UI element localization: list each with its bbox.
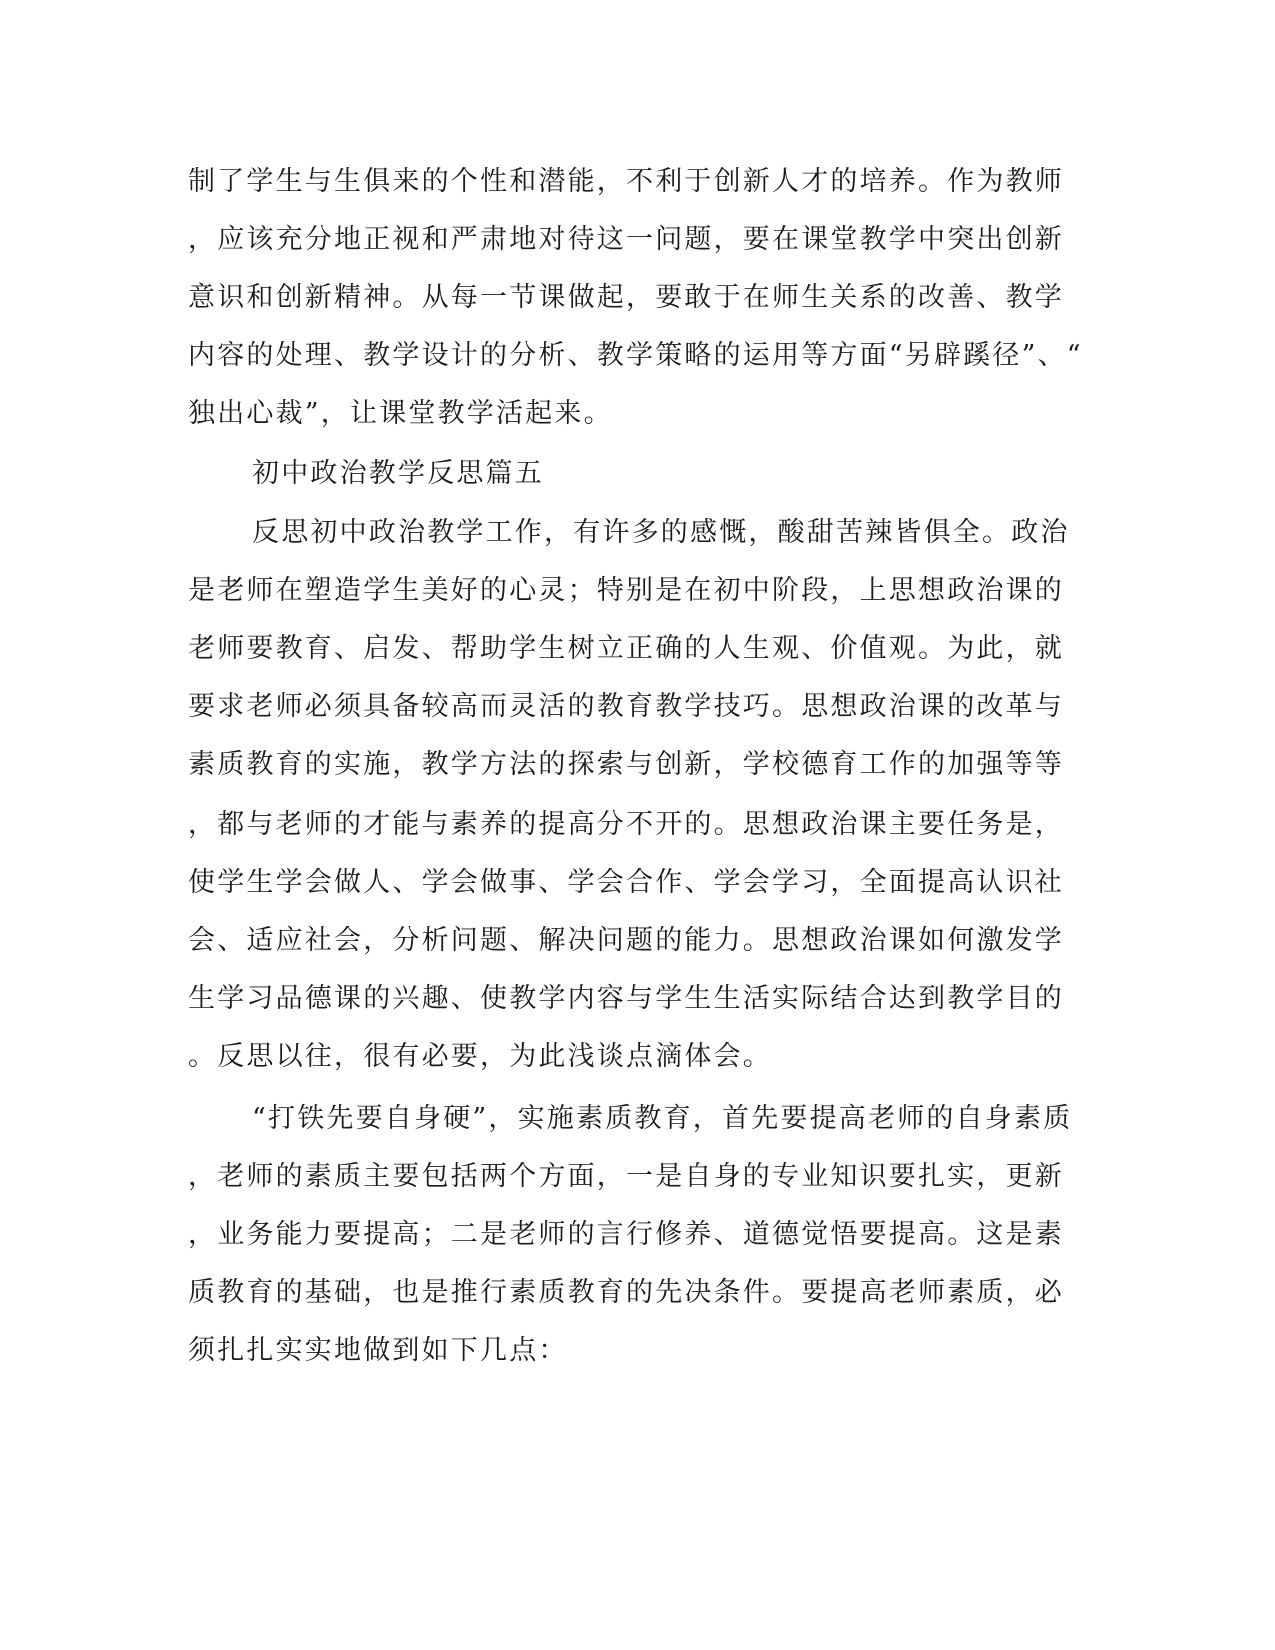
text-line: 意识和创新精神。从每一节课做起，要敢于在师生关系的改善、教学 — [188, 282, 1064, 313]
text-line: ，应该充分地正视和严肃地对待这一问题，要在课堂教学中突出创新 — [188, 224, 1064, 255]
text-line: 反思初中政治教学工作，有许多的感慨，酸甜苦辣皆俱全。政治 — [252, 517, 1070, 548]
text-line: 质教育的基础，也是推行素质教育的先决条件。要提高老师素质，必 — [188, 1277, 1064, 1308]
text-line: 素质教育的实施，教学方法的探索与创新，学校德育工作的加强等等 — [188, 749, 1064, 780]
text-line: 老师要教育、启发、帮助学生树立正确的人生观、价值观。为此，就 — [188, 633, 1064, 664]
text-line: ，都与老师的才能与素养的提高分不开的。思想政治课主要任务是， — [188, 809, 1064, 840]
text-line: 制了学生与生俱来的个性和潜能，不利于创新人才的培养。作为教师 — [188, 166, 1064, 197]
section-heading: 初中政治教学反思篇五 — [252, 458, 544, 489]
text-line: 会、适应社会，分析问题、解决问题的能力。思想政治课如何激发学 — [188, 925, 1064, 956]
text-line: ，老师的素质主要包括两个方面，一是自身的专业知识要扎实，更新 — [188, 1161, 1064, 1192]
text-line: 内容的处理、教学设计的分析、教学策略的运用等方面“另辟蹊径”、“ — [188, 340, 1083, 371]
text-line: 须扎扎实实地做到如下几点： — [188, 1335, 568, 1366]
text-line: 生学习品德课的兴趣、使教学内容与学生生活实际结合达到教学目的 — [188, 983, 1064, 1014]
text-line: ，业务能力要提高；二是老师的言行修养、道德觉悟要提高。这是素 — [188, 1219, 1064, 1250]
text-line: 使学生学会做人、学会做事、学会合作、学会学习，全面提高认识社 — [188, 867, 1064, 898]
text-line: 独出心裁”，让课堂教学活起来。 — [188, 398, 613, 429]
text-line: 是老师在塑造学生美好的心灵；特别是在初中阶段，上思想政治课的 — [188, 575, 1064, 606]
text-line: “打铁先要自身硬”，实施素质教育，首先要提高老师的自身素质 — [252, 1103, 1073, 1134]
text-line: 。反思以往，很有必要，为此浅谈点滴体会。 — [188, 1041, 772, 1072]
text-line: 要求老师必须具备较高而灵活的教育教学技巧。思想政治课的改革与 — [188, 691, 1064, 722]
